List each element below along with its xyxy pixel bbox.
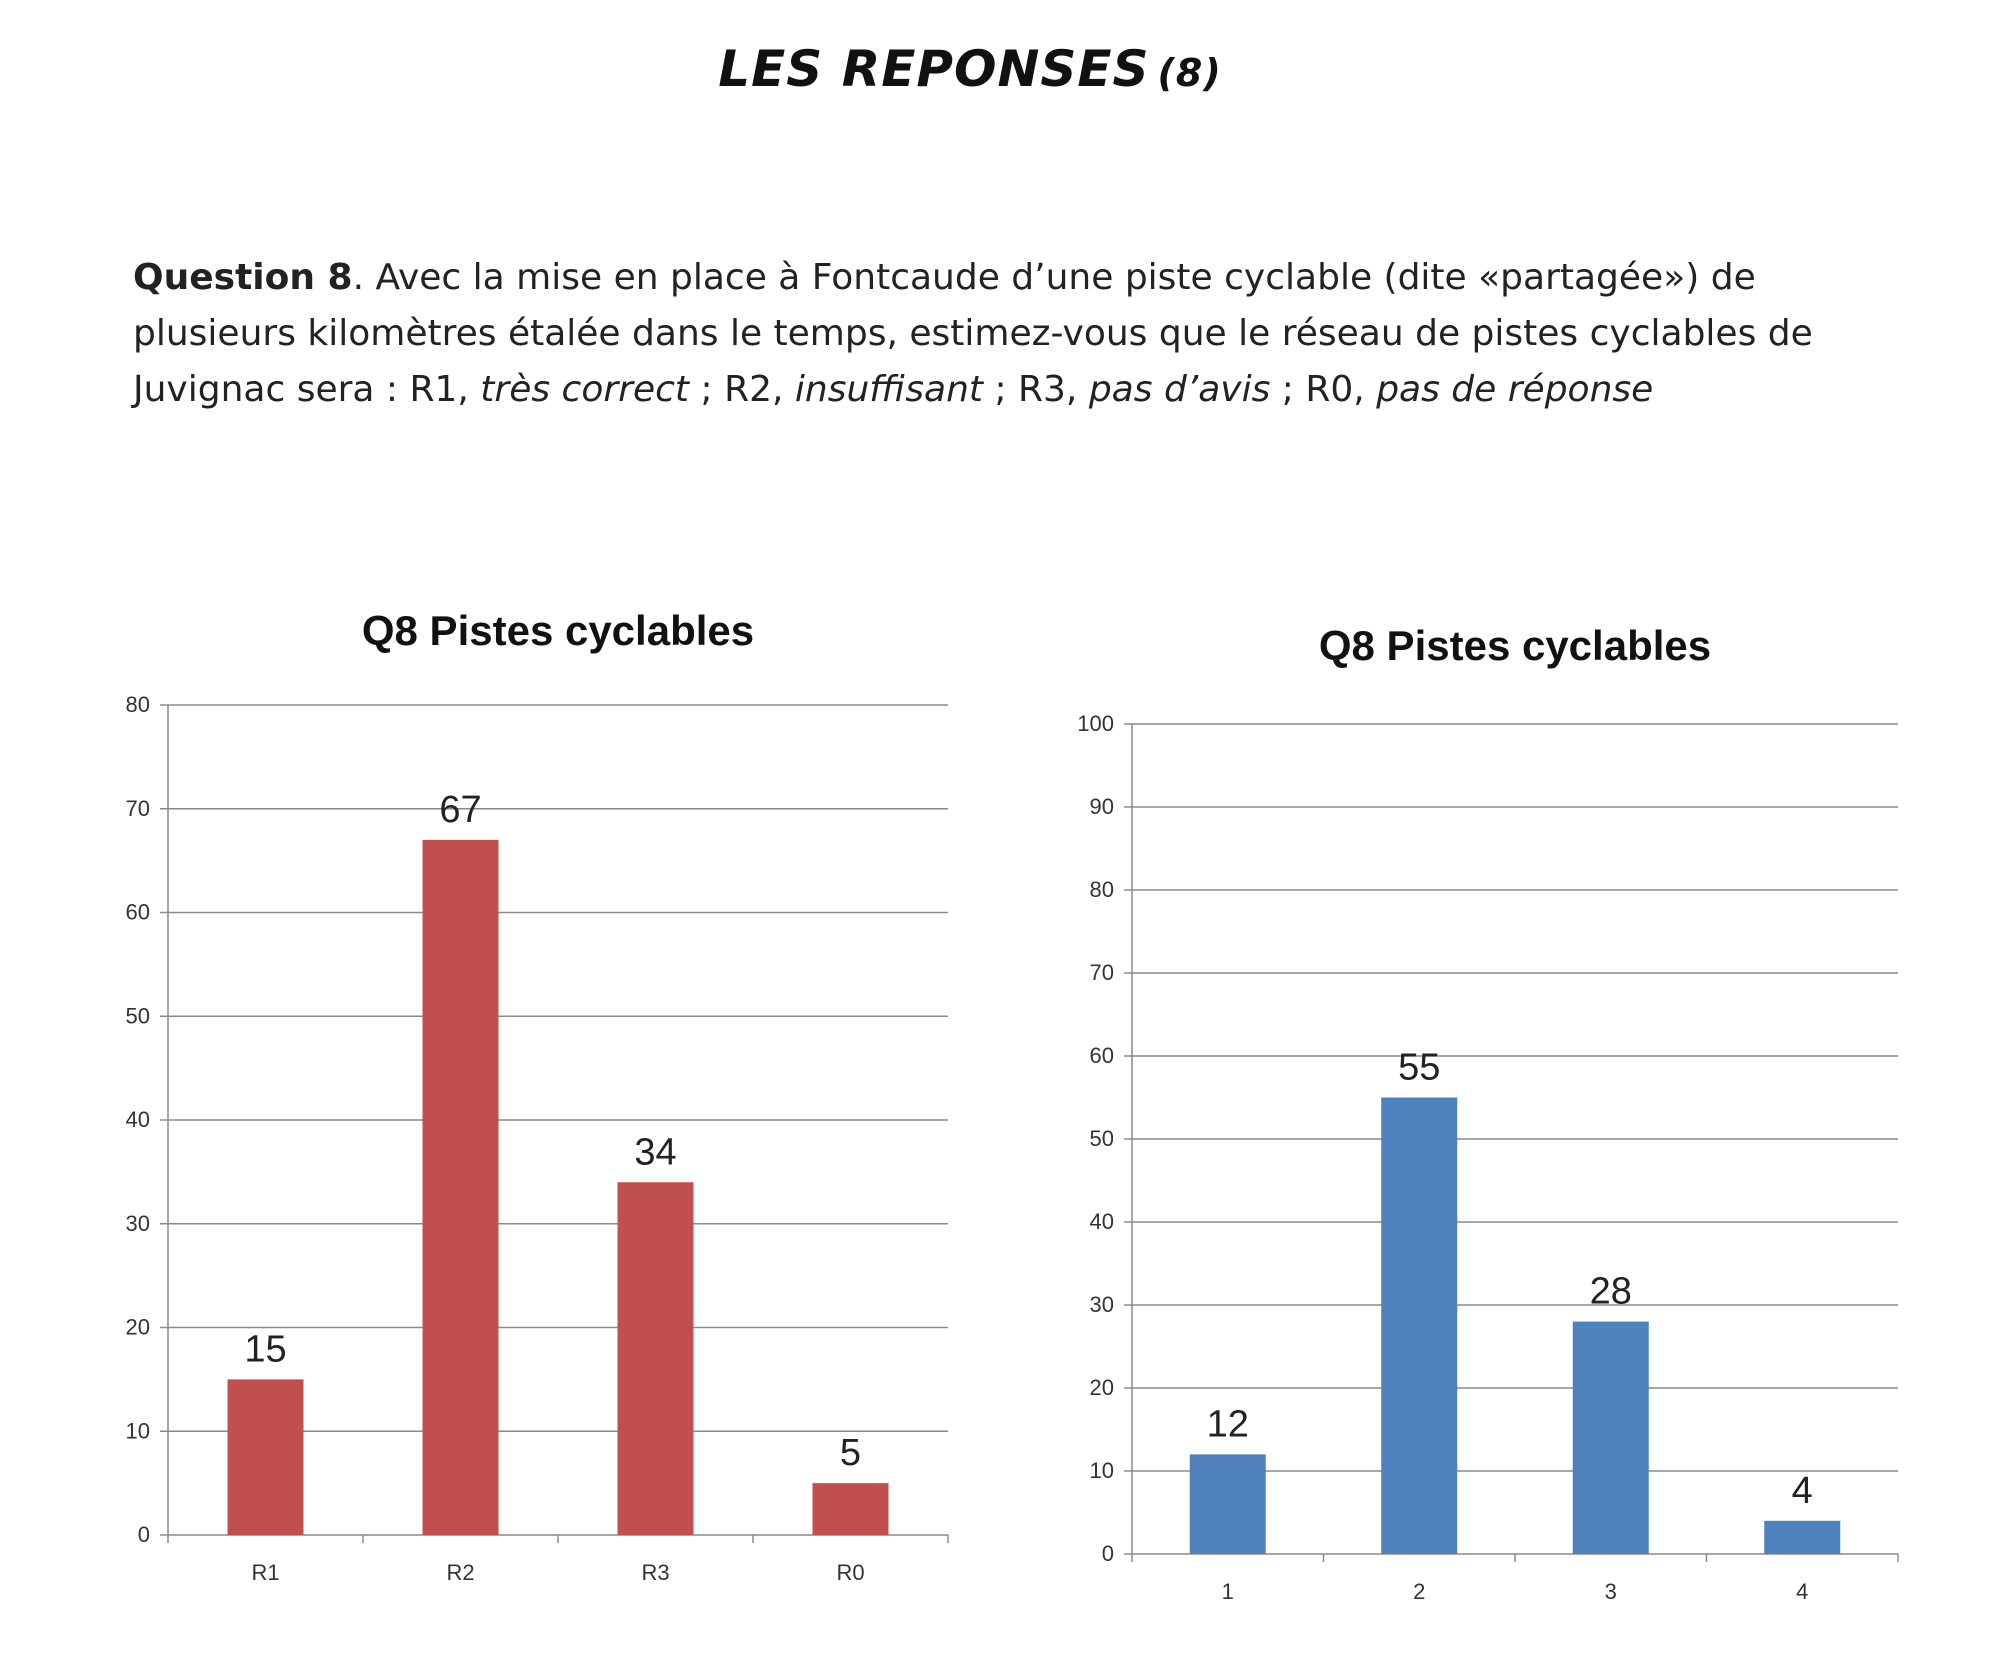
y-tick-label: 60 [1089,1043,1114,1068]
page-title-suffix: (8) [1157,51,1222,95]
bar-4 [1764,1521,1840,1554]
y-tick-label: 90 [1089,794,1114,819]
data-label: 5 [839,1432,862,1475]
y-tick-label: 80 [125,692,150,717]
chart-right [1030,615,1930,1615]
bar-R2 [423,840,499,1535]
y-tick-label: 100 [1077,711,1114,736]
x-tick-label: R0 [836,1560,865,1585]
data-label: 55 [1398,1046,1441,1089]
data-label: 67 [439,788,482,831]
y-tick-label: 0 [1101,1541,1114,1566]
x-tick-label: 4 [1796,1579,1809,1604]
question-text [133,250,1833,418]
data-label: 28 [1589,1270,1632,1313]
y-tick-label: 60 [125,899,150,925]
x-tick-label: R1 [251,1560,280,1585]
bar-R0 [813,1483,889,1535]
option-separator: ; R0, [1270,369,1377,410]
option-r3-text: pas d’avis [1088,369,1271,410]
data-label: 34 [634,1131,677,1174]
y-tick-label: 40 [1089,1209,1114,1234]
y-tick-label: 40 [125,1107,150,1132]
chart-left [80,600,980,1600]
option-r2-text: insuffisant [794,369,983,410]
page-title-text: LES REPONSES [718,40,1150,98]
x-tick-label: R3 [641,1560,670,1585]
bar-2 [1381,1098,1457,1555]
bar-3 [1573,1322,1649,1554]
x-tick-label: 1 [1221,1579,1234,1604]
y-tick-label: 50 [1089,1126,1114,1151]
x-tick-label: R2 [446,1560,475,1585]
question-label: Question 8 [133,257,353,298]
x-tick-label: 3 [1604,1579,1617,1604]
y-tick-label: 80 [1089,877,1114,902]
chart-left-svg [80,600,980,1600]
y-tick-label: 30 [1089,1292,1114,1317]
y-tick-label: 30 [125,1210,150,1236]
y-tick-label: 50 [125,1003,150,1029]
y-tick-label: 10 [1089,1458,1114,1483]
bar-1 [1190,1454,1266,1554]
data-label: 12 [1206,1403,1249,1446]
option-r0-text: pas de réponse [1376,369,1654,410]
option-separator: ; R3, [983,369,1089,410]
chart-right-svg [1030,615,1930,1615]
y-tick-label: 0 [137,1522,150,1547]
y-tick-label: 10 [125,1418,150,1444]
y-tick-label: 70 [1089,960,1114,985]
y-tick-label: 20 [125,1314,150,1340]
bar-R1 [228,1379,304,1535]
option-r1-text: très correct [480,369,690,410]
question-body: . Avec la mise en place à Fontcaude d’une piste cyclable (dite «partagée») de plusieurs kilomètres étalée dans le temps, estimez-vous que le réseau de pistes cyclables de Juvignac sera : R1, [133,257,1813,410]
data-label: 4 [1791,1469,1813,1512]
y-tick-label: 20 [1089,1375,1114,1400]
chart-title: Q8 Pistes cyclables [1318,622,1712,669]
page-title [0,40,1940,98]
chart-title: Q8 Pistes cyclables [361,607,755,654]
option-separator: ; R2, [689,369,795,410]
bar-R3 [618,1182,694,1535]
x-tick-label: 2 [1413,1579,1426,1604]
y-tick-label: 70 [125,795,150,821]
data-label: 15 [244,1328,287,1371]
